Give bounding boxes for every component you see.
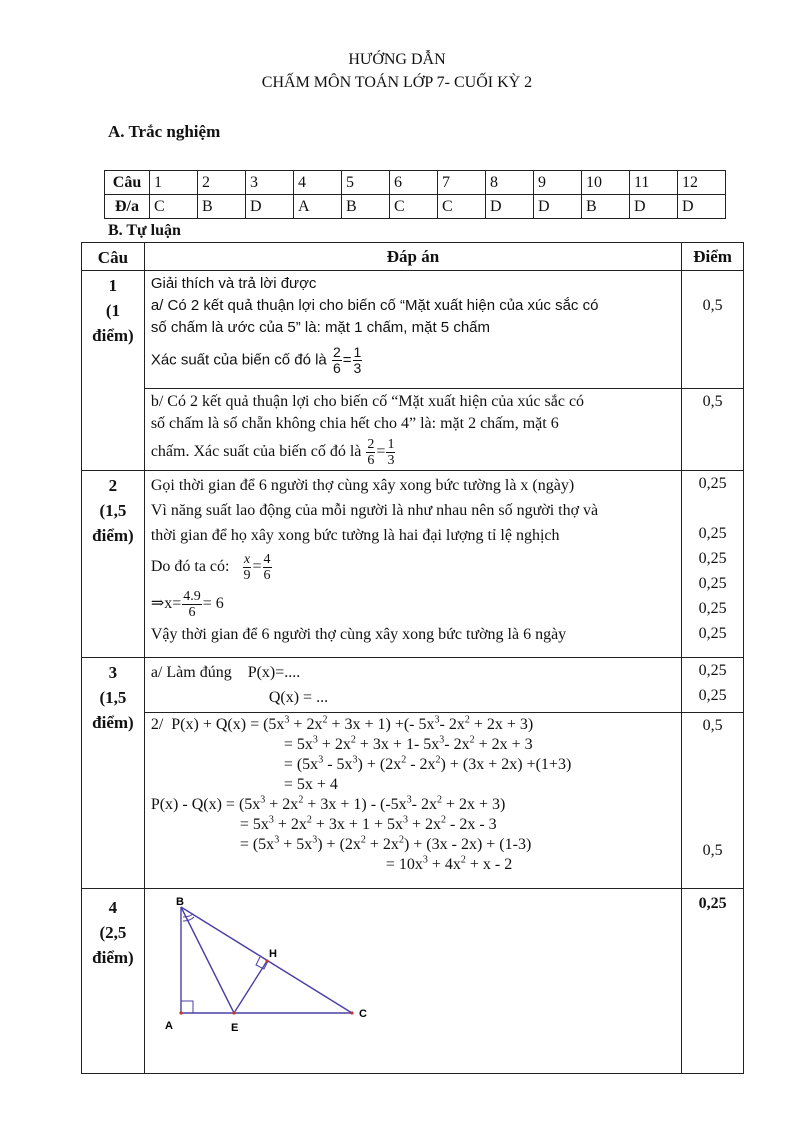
section-a-heading: A. Trắc nghiệm	[108, 122, 221, 141]
mc-answer: C	[390, 195, 438, 219]
q3-part-a: a/ Làm đúng P(x)=.... Q(x) = ...	[144, 658, 681, 713]
title-line-1: HƯỚNG DẪN	[348, 51, 446, 68]
mc-question: 10	[582, 171, 630, 195]
q4-figure-cell	[144, 889, 681, 1074]
fraction: $\frac{1}{3}$	[353, 344, 362, 376]
q3-scores-a: 0,25 0,25	[682, 658, 744, 713]
mc-answer: B	[342, 195, 390, 219]
label-b: B	[175, 896, 184, 908]
point-c	[350, 1011, 353, 1014]
q2-row	[82, 471, 744, 658]
angle-mark-2	[183, 917, 194, 921]
q4-score: 0,25	[682, 889, 744, 1074]
mc-question: 11	[630, 171, 678, 195]
mc-answer: C	[150, 195, 198, 219]
mc-question: 6	[390, 171, 438, 195]
q1-label: 1 (1 điểm)	[82, 271, 145, 471]
point-e	[232, 1011, 235, 1014]
mc-question: 7	[438, 171, 486, 195]
q4-label: 4 (2,5 điểm)	[82, 889, 145, 1074]
mc-question: 3	[246, 171, 294, 195]
q3-label: 3 (1,5 điểm)	[82, 658, 145, 889]
point-a	[179, 1011, 182, 1014]
header-cau: Câu	[82, 243, 145, 271]
q2-label: 2 (1,5 điểm)	[82, 471, 145, 658]
fraction: $\frac{2}{6}$	[332, 344, 341, 376]
q1-row-b	[82, 389, 744, 471]
mc-answer: D	[486, 195, 534, 219]
title-line-2: CHẤM MÔN TOÁN LỚP 7- CUỐI KỲ 2	[261, 74, 533, 91]
q1-score-b: 0,5	[682, 389, 744, 471]
mc-question: 8	[486, 171, 534, 195]
mc-answer: D	[630, 195, 678, 219]
q3-row-a	[82, 658, 744, 713]
label-e: E	[230, 1022, 239, 1034]
right-angle-a	[181, 1001, 193, 1013]
fraction: $\frac{1}{3}$	[387, 437, 395, 468]
q1-part-b: b/ Có 2 kết quả thuận lợi cho biến cố “Mặt xuất hiện của xúc sắc có số chấm là số chẵn không chia hết cho 4” là: mặt 2 chấm, mặt 6 chấm. Xác suất của biến cố đó là $\frac{2}{6}$ = $\frac{1}{3}$	[144, 389, 681, 471]
mc-answer: D	[246, 195, 294, 219]
q4-row	[82, 889, 744, 1074]
label-h: H	[268, 948, 277, 960]
mc-row-label: Câu	[105, 171, 150, 195]
q1-row-a	[82, 271, 744, 389]
section-b-heading: B. Tự luận	[108, 222, 181, 239]
table-header-row	[82, 243, 744, 271]
document-title	[0, 48, 794, 94]
mc-question: 9	[534, 171, 582, 195]
mc-row-label: Đ/a	[105, 195, 150, 219]
q3-scores-b: 0,5 0,5	[682, 713, 744, 889]
fraction: $\frac{2}{6}$	[367, 437, 375, 468]
mc-answer: D	[534, 195, 582, 219]
mc-answer: A	[294, 195, 342, 219]
essay-answer-table	[81, 242, 744, 1074]
mc-question: 12	[678, 171, 726, 195]
q1-score-a: 0,5	[682, 271, 744, 389]
header-diem: Điểm	[682, 243, 744, 271]
header-dap-an: Đáp án	[144, 243, 681, 271]
mc-answer: B	[582, 195, 630, 219]
q2-answer: Gọi thời gian để 6 người thợ cùng xây xong bức tường là x (ngày) Vì năng suất lao động của mỗi người là như nhau nên số người thợ và thời gian để họ xây xong bức tường là hai đại lượng tỉ lệ nghịch Do đó ta có: $\frac{x}{9}$ = $\frac{4}{6}$ ⇒x= $\frac{4.9}{6}$ = 6 Vậy thời gian để 6 người thợ cùng xây xong bức tường là 6 ngày	[144, 471, 681, 658]
label-a: A	[164, 1020, 173, 1032]
mc-question: 5	[342, 171, 390, 195]
fraction: $\frac{4}{6}$	[263, 552, 271, 583]
mc-question: 4	[294, 171, 342, 195]
q1-part-a: Giải thích và trả lời được a/ Có 2 kết quả thuận lợi cho biến cố “Mặt xuất hiện của xúc sắc có số chấm là ước của 5” là: mặt 1 chấm, mặt 5 chấm Xác suất của biến cố đó là $\frac{2}{6}$ = $\frac{1}{3}$	[144, 271, 681, 389]
label-c: C	[358, 1008, 367, 1020]
mc-answer: B	[198, 195, 246, 219]
triangle-figure	[159, 895, 389, 1045]
multiple-choice-table	[104, 170, 726, 219]
q2-scores: 0,25 0,25 0,25 0,25 0,25 0,25	[682, 471, 744, 658]
mc-answer: D	[678, 195, 726, 219]
mc-answer-row	[105, 195, 726, 219]
q3-row-b	[82, 713, 744, 889]
fraction: $\frac{4.9}{6}$	[183, 589, 201, 620]
mc-question-row	[105, 171, 726, 195]
segment-eh	[234, 961, 267, 1013]
mc-answer: C	[438, 195, 486, 219]
mc-question: 1	[150, 171, 198, 195]
mc-question: 2	[198, 171, 246, 195]
fraction: $\frac{x}{9}$	[243, 552, 251, 583]
q3-part-b: 2/ $P(x) + Q(x) = (5x^3 + 2x^2 + 3x + 1)$ +(- $5x^3-$ $2x^2 + 2x + 3$) = $5x^3 + 2x^2 + 3x + 1-$ $5x^3-$ $2x^2 + 2x + 3$ = $(5x^3 - 5x^3) + (2x^2 - 2x^2) + (3x + 2x) +(1+3)$ = 5x + 4 $P(x) - Q(x) = (5x^3 + 2x^2 + 3x + 1) - (-5x^3-$ $2x^2 + 2x + 3$) = $5x^3 + 2x^2 + 3x + 1 + 5x^3 + 2x^2 - 2x - 3$ = $(5x^3 + 5x^3) + (2x^2 + 2x^2) + (3x - 2x) + (1-3)$ = $10x^3 + 4x^2 + x - 2$	[144, 713, 681, 889]
